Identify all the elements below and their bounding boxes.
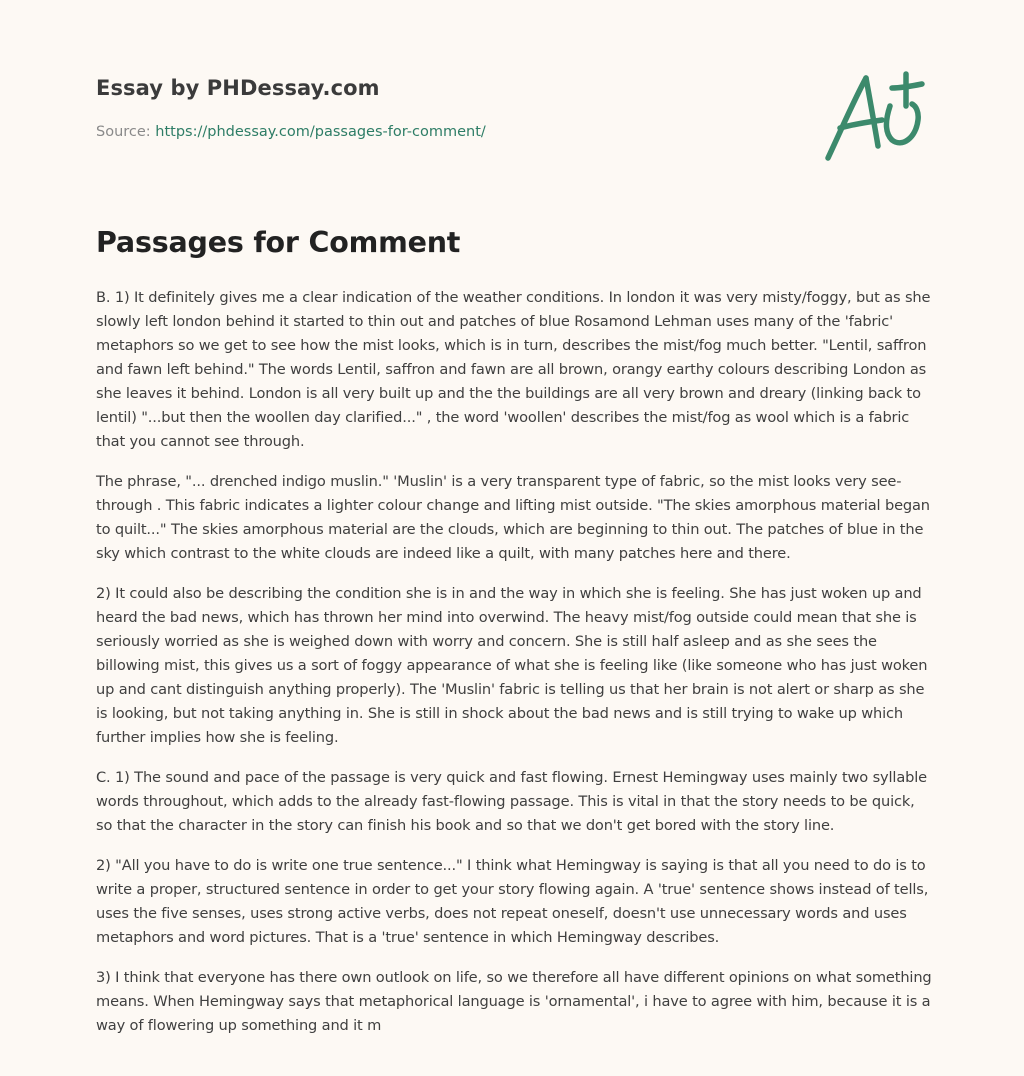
essay-paragraph: B. 1) It definitely gives me a clear indication of the weather conditions. In london it was very misty/foggy, but as she slowly left london behind it started to thin out and patches of blue Rosamond Lehman uses many of the 'fabric' metaphors so we get to see how the mist looks, which is in turn, describes the mist/fog much better. "Lentil, saffron and fawn left behind." The words Lentil, saffron and fawn are all brown, orangy earthy colours describing London as she leaves it behind. London is all very built up and the the buildings are all very brown and dreary (linking back to lentil) "...but then the woollen day clarified..." , the word 'woollen' describes the mist/fog as wool which is a fabric that you cannot see through. xyxy=(96,289,931,450)
source-line xyxy=(96,124,486,140)
essay-paragraph: 3) I think that everyone has there own outlook on life, so we therefore all have different opinions on what something means. When Hemingway says that metaphorical language is 'ornamental', i have to agree with him, because it is a way of flowering up something and it m xyxy=(96,969,932,1034)
essay-title: Passages for Comment xyxy=(96,226,461,259)
source-label: Source: xyxy=(96,124,151,140)
site-title: Essay by PHDessay.com xyxy=(96,76,380,100)
source-link[interactable]: https://phdessay.com/passages-for-comment/ xyxy=(155,124,486,140)
essay-paragraph: 2) "All you have to do is write one true sentence..." I think what Hemingway is saying is that all you need to do is to write a proper, structured sentence in order to get your story flowing again. A 'true' sentence shows instead of tells, uses the five senses, uses strong active verbs, does not repeat oneself, doesn't use unnecessary words and uses metaphors and word pictures. That is a 'true' sentence in which Hemingway describes. xyxy=(96,857,929,946)
essay-paragraph: C. 1) The sound and pace of the passage is very quick and fast flowing. Ernest Hemingway uses mainly two syllable words throughout, which adds to the already fast-flowing passage. This is vital in that the story needs to be quick, so that the character in the story can finish his book and so that we don't get bored with the story line. xyxy=(96,769,927,834)
essay-body xyxy=(96,286,932,1054)
a-plus-grade-icon xyxy=(820,66,930,168)
essay-paragraph: 2) It could also be describing the condition she is in and the way in which she is feeling. She has just woken up and heard the bad news, which has thrown her mind into overwind. The heavy mist/fog outside could mean that she is seriously worried as she is weighed down with worry and concern. She is still half asleep and as she sees the billowing mist, this gives us a sort of foggy appearance of what she is feeling like (like someone who has just woken up and cant distinguish anything properly). The 'Muslin' fabric is telling us that her brain is not alert or sharp as she is looking, but not taking anything in. She is still in shock about the bad news and is still trying to wake up which further implies how she is feeling. xyxy=(96,585,928,746)
essay-paragraph: The phrase, "... drenched indigo muslin." 'Muslin' is a very transparent type of fabric, so the mist looks very see-through . This fabric indicates a lighter colour change and lifting mist outside. "The skies amorphous material began to quilt..." The skies amorphous material are the clouds, which are beginning to thin out. The patches of blue in the sky which contrast to the white clouds are indeed like a quilt, with many patches here and there. xyxy=(96,473,930,562)
